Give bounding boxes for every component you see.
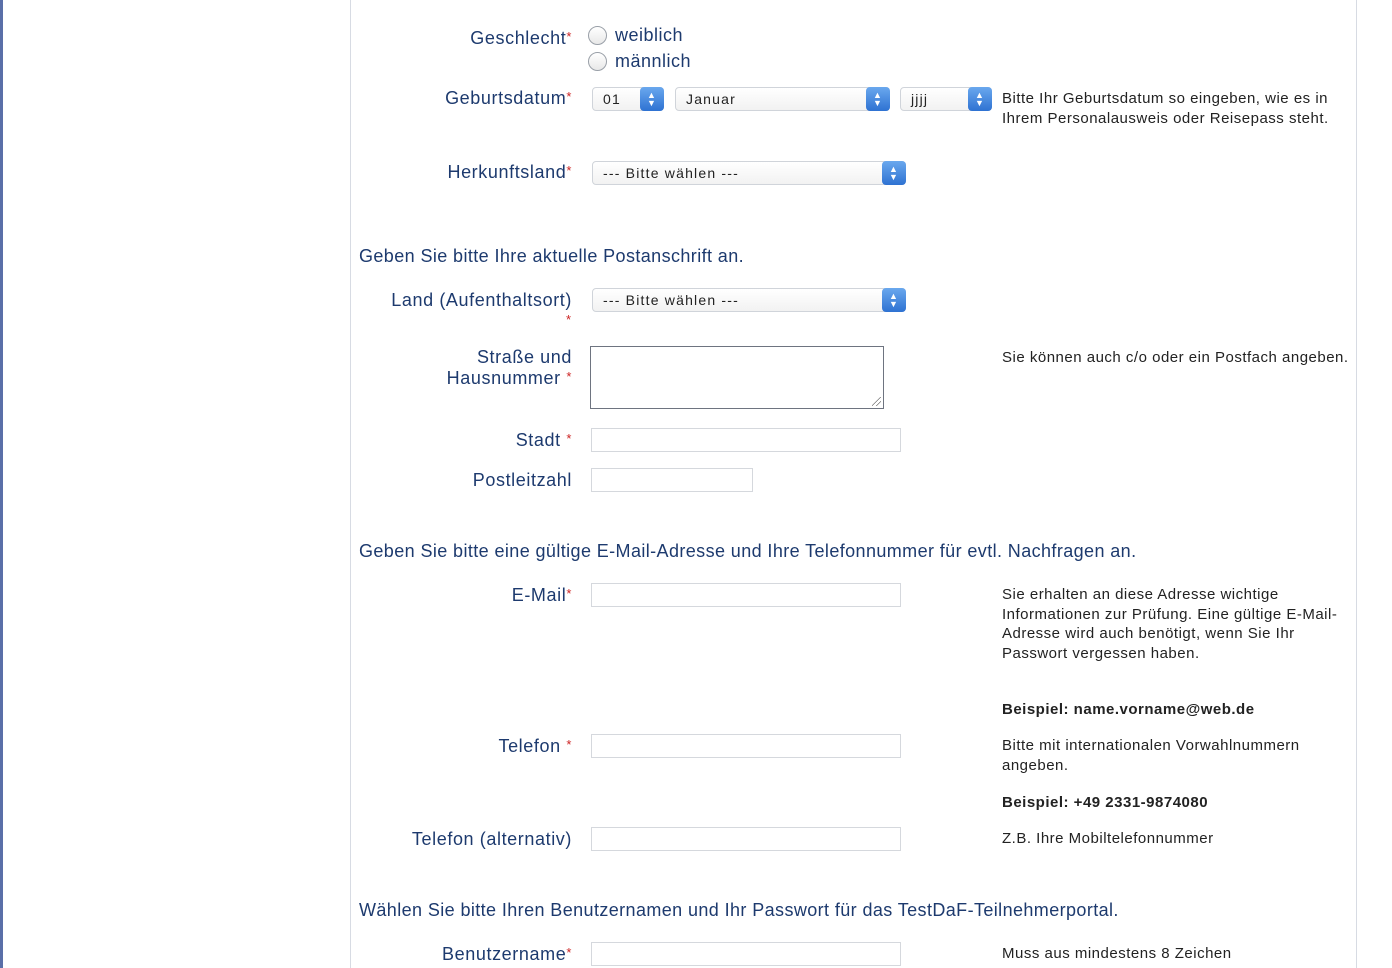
origin-label: Herkunftsland*: [447, 162, 572, 182]
gender-label: Geschlecht*: [470, 28, 572, 48]
radio-label-maennlich: männlich: [615, 51, 692, 71]
street-hint: Sie können auch c/o oder ein Postfach angeben.: [1002, 349, 1349, 366]
birthdate-hint: Bitte Ihr Geburtsdatum so eingeben, wie es in Ihrem Personalausweis oder Reisepass steht.: [1002, 90, 1329, 127]
birthdate-month-select[interactable]: [675, 87, 890, 111]
window-left-border: [0, 0, 3, 968]
street-textarea[interactable]: [590, 346, 884, 409]
email-input[interactable]: [591, 583, 901, 607]
email-hint: Sie erhalten an diese Adresse wichtige Informationen zur Prüfung. Eine gültige E-Mail-Adresse wird auch benötigt, wenn Sie Ihr Passwort vergessen haben.: [1002, 586, 1338, 662]
phone-input[interactable]: [591, 734, 901, 758]
birthdate-year-value: jjjj: [911, 91, 929, 107]
email-label: E-Mail*: [511, 585, 572, 605]
radio-label-weiblich: weiblich: [615, 25, 684, 45]
phone-example: Beispiel: +49 2331-9874080: [1002, 794, 1209, 811]
email-example: Beispiel: name.vorname@web.de: [1002, 701, 1255, 718]
radio-weiblich[interactable]: [588, 25, 683, 46]
residence-country-select[interactable]: [592, 288, 906, 312]
chevron-up-down-icon: ▲ ▼: [882, 161, 906, 185]
phone-label: Telefon *: [498, 736, 572, 756]
street-label: [447, 347, 572, 389]
chevron-up-down-icon: ▲ ▼: [968, 87, 992, 111]
origin-country-select[interactable]: [592, 161, 906, 185]
phone-alt-input[interactable]: [591, 827, 901, 851]
origin-country-value: --- Bitte wählen ---: [603, 165, 740, 181]
zip-label: Postleitzahl: [472, 470, 572, 490]
residence-country-label: Land (Aufenthaltsort): [391, 290, 572, 310]
resize-grip-icon[interactable]: [872, 397, 881, 406]
phone-alt-label: Telefon (alternativ): [411, 829, 572, 849]
residence-country-value: --- Bitte wählen ---: [603, 292, 740, 308]
city-input[interactable]: [591, 428, 901, 452]
radio-maennlich[interactable]: [588, 51, 691, 72]
radio-button-weiblich[interactable]: [588, 26, 607, 45]
account-section-heading: Wählen Sie bitte Ihren Benutzernamen und Ihr Passwort für das TestDaF-Teilnehmerportal.: [359, 900, 1119, 920]
chevron-up-down-icon: ▲ ▼: [866, 87, 890, 111]
content-column-left-border: [350, 0, 351, 968]
zip-input[interactable]: [591, 468, 753, 492]
street-label-line2: Hausnummer *: [446, 368, 572, 388]
address-section-heading: Geben Sie bitte Ihre aktuelle Postanschrift an.: [359, 246, 745, 266]
radio-button-maennlich[interactable]: [588, 52, 607, 71]
birthdate-day-value: 01: [603, 91, 621, 107]
username-input[interactable]: [591, 942, 901, 966]
username-label: Benutzername*: [442, 944, 572, 964]
chevron-up-down-icon: ▲ ▼: [882, 288, 906, 312]
birthdate-label: Geburtsdatum*: [445, 88, 572, 108]
phone-alt-hint: Z.B. Ihre Mobiltelefonnummer: [1002, 830, 1214, 847]
residence-country-required: *: [566, 312, 572, 327]
street-label-line1: Straße und: [476, 347, 572, 367]
phone-hint: Bitte mit internationalen Vorwahlnummern angeben.: [1002, 737, 1300, 774]
birthdate-month-value: Januar: [686, 91, 737, 107]
content-column-right-border: [1356, 0, 1357, 968]
username-hint: Muss aus mindestens 8 Zeichen: [1002, 945, 1232, 962]
birthdate-day-select[interactable]: [592, 87, 664, 111]
contact-section-heading: Geben Sie bitte eine gültige E-Mail-Adresse und Ihre Telefonnummer für evtl. Nachfragen an.: [359, 541, 1137, 561]
birthdate-year-select[interactable]: [900, 87, 992, 111]
city-label: Stadt *: [515, 430, 572, 450]
chevron-up-down-icon: ▲ ▼: [640, 87, 664, 111]
